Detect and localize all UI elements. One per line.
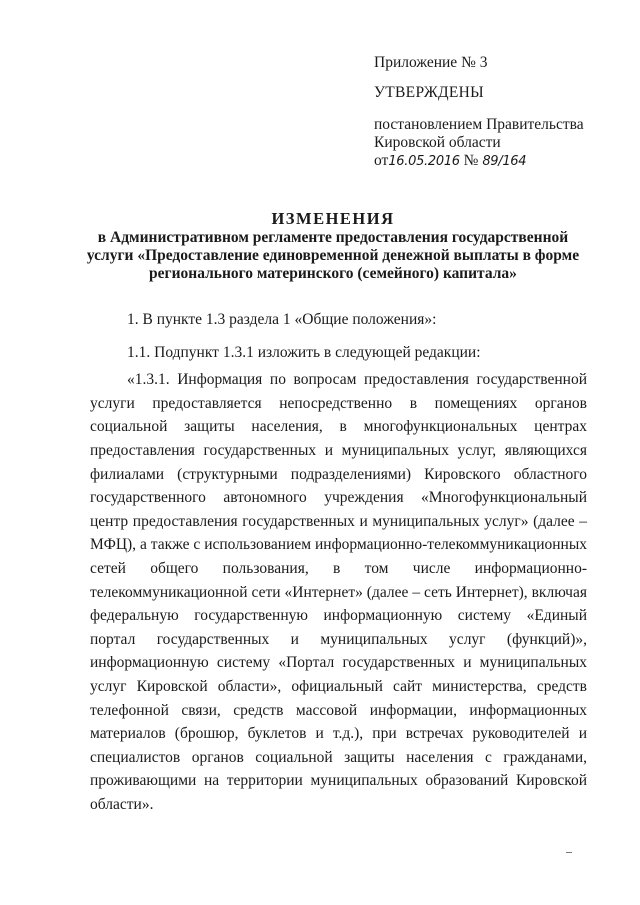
body-paragraph-1: 1. В пункте 1.3 раздела 1 «Общие положения»: <box>127 311 437 328</box>
document-heading: ИЗМЕНЕНИЯ <box>271 209 395 228</box>
date-prefix: от <box>374 152 389 169</box>
document-title-block <box>78 210 588 283</box>
handwritten-number: 89/164 <box>482 154 527 169</box>
approved-label: УТВЕРЖДЕНЫ <box>374 84 484 101</box>
resolution-line-1: постановлением Правительства <box>374 116 584 133</box>
resolution-date-line <box>374 152 614 171</box>
resolution-line-2: Кировской области <box>374 134 501 151</box>
approval-block <box>374 54 614 171</box>
body-paragraph-3: «1.3.1. Информация по вопросам предоставления государственной услуги предоставляется непосредственно в помещениях органов социальной защиты населения, в многофункциональных центрах предоставления государственных и муниципальных услуг, являющихся филиалами (структурными подразделениями) Кировского областного государственного автономного учреждения «Многофункциональный центр предоставления государственных и муниципальных услуг» (далее – МФЦ), а также с использованием информационно-телекоммуникационных сетей общего пользования, в том числе информационно-телекоммуникационной сети «Интернет» (далее – сеть Интернет), включая федеральную государственную информационную систему «Единый портал государственных и муниципальных услуг (функций)», информационную систему «Портал государственных и муниципальных услуг Кировской области», официальный сайт министерства, средств телефонной связи, средств массовой информации, информационных материалов (брошюр, буклетов и т.д.), при встречах руководителей и специалистов органов социальной защиты населения с гражданами, проживающими на территории муниципальных образований Кировской области». <box>90 371 587 813</box>
appendix-label: Приложение № 3 <box>374 54 488 71</box>
body-paragraph-2: 1.1. Подпункт 1.3.1 изложить в следующей редакции: <box>127 343 481 361</box>
number-sign: № <box>463 152 479 169</box>
scan-mark <box>566 852 572 853</box>
document-subtitle-line-3: регионального материнского (семейного) капитала» <box>149 265 517 282</box>
document-subtitle-line-1: в Административном регламенте предоставления государственной <box>97 229 569 246</box>
document-body <box>90 308 587 816</box>
document-subtitle-line-2: услуги «Предоставление единовременной денежной выплаты в форме <box>86 247 580 264</box>
handwritten-date: 16.05.2016 <box>388 154 460 169</box>
